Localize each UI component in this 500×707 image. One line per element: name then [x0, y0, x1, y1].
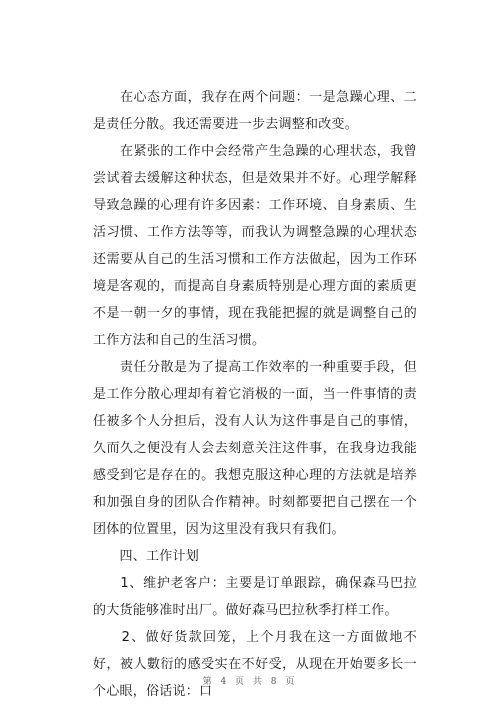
- document-body: [93, 84, 417, 705]
- plan-item-2: 2、做好货款回笼，上个月我在这一方面做地不好，被人數衍的感受实在不好受，从现在开始要多长一个心眼，俗话说：口: [93, 630, 417, 699]
- paragraph-mindset: 在心态方面，我存在两个问题：一是急躁心理、二是责任分散。我还需要进一步去调整和改变。: [93, 90, 417, 132]
- paragraph-impatience: 在紧张的工作中会经常产生急躁的心理状态，我曾尝试着去缓解这种状态，但是效果并不好。心理学解释导致急躁的心理有许多因素：工作环境、自身素质、生活习惯、工作方法等等，而我认为调整急躁的心理状态还需要从自己的生活习惯和工作方法做起，因为工作环境是客观的，而提高自身素质特别是心理方面的素质更不是一朝一夕的事情，现在我能把握的就是调整自己的工作方法和自己的生活习惯。: [93, 144, 417, 348]
- section-heading-work-plan: 四、工作计划: [93, 549, 200, 564]
- plan-item-1: 1、维护老客户：主要是订单跟踪，确保森马巴拉的大货能够准时出厂。做好森马巴拉秋季打样工作。: [93, 576, 417, 618]
- paragraph-responsibility: 责任分散是为了提高工作效率的一种重要手段，但是工作分散心理却有着它消极的一面，当一件事情的责任被多个人分担后，没有人认为这件事是自己的事情，久而久之便没有人会去刻意关注这件事，在我身边我能感受到它是存在的。我想克服这种心理的方法就是培养和加强自身的团队合作精神。时刻都要把自己摆在一个团体的位置里，因为这里没有我只有我们。: [93, 360, 417, 537]
- page-number-footer: 第 4 页 共 8 页: [202, 677, 298, 687]
